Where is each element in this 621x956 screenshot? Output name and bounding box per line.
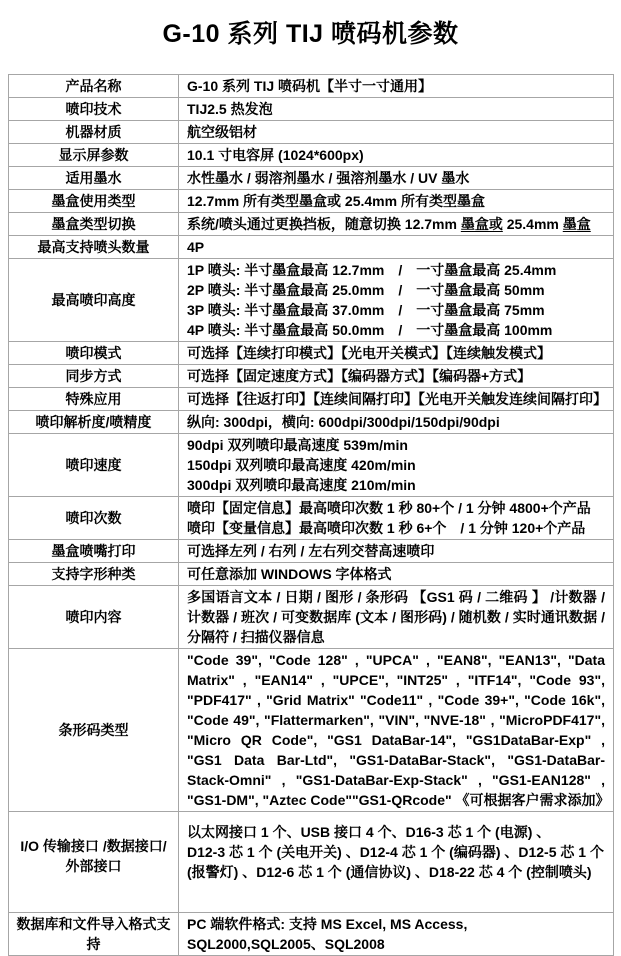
table-row [9,213,614,236]
spec-value [179,98,614,121]
spec-value [179,388,614,411]
table-row [9,434,614,497]
spec-value-line: TIJ2.5 热发泡 [187,101,273,117]
spec-value-line: 以太网接口 1 个、USB 接口 4 个、D16-3 芯 1 个 (电源) 、 [187,824,551,840]
spec-value-line: 150dpi 双列喷印最高速度 420m/min [187,457,416,473]
spec-value [179,144,614,167]
page-title: G-10 系列 TIJ 喷码机参数 [162,20,459,48]
spec-value [179,121,614,144]
spec-value-line: 4P [187,239,205,255]
spec-value-line: 可选择左列 / 右列 / 左右列交替高速喷印 [187,543,435,559]
spec-value [179,75,614,98]
spec-label: 条形码类型 [9,649,179,812]
table-row [9,586,614,649]
spec-value [179,213,614,236]
spec-value-line: 可选择【连续打印模式】【光电开关模式】【连续触发模式】 [187,345,551,361]
spec-value [179,497,614,540]
spec-value [179,342,614,365]
spec-label: 产品名称 [9,75,179,98]
spec-value-line: 1P 喷头: 半寸墨盒最高 12.7mm / 一寸墨盒最高 25.4mm [187,262,557,278]
spec-label: 适用墨水 [9,167,179,190]
spec-value-line: 喷印【固定信息】最高喷印次数 1 秒 80+个 / 1 分钟 4800+个产品 [187,500,591,516]
spec-value-line: 300dpi 双列喷印最高速度 210m/min [187,477,416,493]
spec-label: 最高支持喷头数量 [9,236,179,259]
table-row [9,388,614,411]
spec-label: 墨盒使用类型 [9,190,179,213]
table-row [9,540,614,563]
spec-table-body [9,75,614,956]
table-row [9,812,614,913]
table-row [9,75,614,98]
table-row [9,236,614,259]
spec-value-line: 可任意添加 WINDOWS 字体格式 [187,566,392,582]
spec-value [179,411,614,434]
spec-label: 机器材质 [9,121,179,144]
spec-label: 墨盒喷嘴打印 [9,540,179,563]
spec-value-line: 12.7mm 所有类型墨盒或 25.4mm 所有类型墨盒 [187,193,485,209]
spec-value [179,540,614,563]
spec-table [8,74,614,956]
spec-label: 墨盒类型切换 [9,213,179,236]
spec-value [179,365,614,388]
spec-value [179,649,614,812]
spec-value [179,190,614,213]
spec-value-line: "Code 39", "Code 128" , "UPCA" , "EAN8", "EAN13", "Data Matrix" , "EAN14" , "UPCE", "INT25" , "ITF14", "Code 93", "PDF417" , "Grid Matrix" "Code11" , "Code 39+", "Code 16k", "Code 49", "Flattermarken", "VIN", "NVE-18" , "MicroPDF417", "Micro QR Code", "GS1 DataBar-14", "GS1DataBar-Exp" , "GS1 Data Bar-Ltd", "GS1-DataBar-Stack", "GS1-DataBar-Stack-Omni" , "GS1-DataBar-Exp-Stack" , "GS1-EAN128" , "GS1-DM", "Aztec Code""GS1-QRcode" 《可根据客户需求添加》 [187,652,610,808]
table-row [9,98,614,121]
spec-value-line: 纵向: 300dpi，横向: 600dpi/300dpi/150dpi/90dpi [187,414,500,430]
spec-value [179,913,614,956]
spec-label: 喷印速度 [9,434,179,497]
spec-label: 喷印模式 [9,342,179,365]
spec-value-line: 4P 喷头: 半寸墨盒最高 50.0mm / 一寸墨盒最高 100mm [187,322,553,338]
table-row [9,259,614,342]
spec-value-line: 喷印【变量信息】最高喷印次数 1 秒 6+个 / 1 分钟 120+个产品 [187,520,586,536]
table-row [9,144,614,167]
spec-label: I/O 传输接口 /数据接口/外部接口 [9,812,179,913]
spec-value-line: 可选择【固定速度方式】【编码器方式】【编码器+方式】 [187,368,532,384]
spec-value [179,563,614,586]
spec-label: 喷印次数 [9,497,179,540]
spec-value [179,434,614,497]
table-row [9,411,614,434]
table-row [9,497,614,540]
table-row [9,649,614,812]
spec-value-line: 多国语言文本 / 日期 / 图形 / 条形码 【GS1 码 / 二维码 】 /计数器 / 计数器 / 班次 / 可变数据库 (文本 / 图形码) / 随机数 / 实时通讯数据 / 分隔符 / 扫描仪器信息 [187,589,605,645]
spec-value-line: 航空级铝材 [187,124,257,140]
table-row [9,913,614,956]
spec-value [179,812,614,913]
spec-value-line: D12-3 芯 1 个 (关电开关) 、D12-4 芯 1 个 (编码器) 、D12-5 芯 1 个 (报警灯) 、D12-6 芯 1 个 (通信协议) 、D18-22 芯 4 个 (控制喷头) [187,844,604,880]
table-row [9,342,614,365]
table-row [9,365,614,388]
table-row [9,563,614,586]
spec-value-line: 90dpi 双列喷印最高速度 539m/min [187,437,408,453]
spec-label: 喷印内容 [9,586,179,649]
table-row [9,190,614,213]
spec-label: 显示屏参数 [9,144,179,167]
spec-label: 特殊应用 [9,388,179,411]
spec-value-line: 可选择【往返打印】【连续间隔打印】【光电开关触发连续间隔打印】 [187,391,607,407]
table-row [9,121,614,144]
spec-label: 喷印解析度/喷精度 [9,411,179,434]
spec-label: 数据库和文件导入格式支持 [9,913,179,956]
spec-value [179,259,614,342]
spec-label: 喷印技术 [9,98,179,121]
spec-value [179,236,614,259]
spec-value-line: 系统/喷头通过更换挡板，随意切换 12.7mm 墨盒或 25.4mm 墨盒 [187,216,591,232]
spec-value-line: 10.1 寸电容屏 (1024*600px) [187,147,364,163]
spec-value-line: G-10 系列 TIJ 喷码机【半寸一寸通用】 [187,78,433,94]
spec-label: 同步方式 [9,365,179,388]
spec-label: 支持字形种类 [9,563,179,586]
spec-value-line: 2P 喷头: 半寸墨盒最高 25.0mm / 一寸墨盒最高 50mm [187,282,545,298]
spec-value-line: 3P 喷头: 半寸墨盒最高 37.0mm / 一寸墨盒最高 75mm [187,302,545,318]
spec-value [179,586,614,649]
spec-value-line: 水性墨水 / 弱溶剂墨水 / 强溶剂墨水 / UV 墨水 [187,170,470,186]
spec-value-line: PC 端软件格式: 支持 MS Excel, MS Access, SQL2000,SQL2005、SQL2008 [187,916,468,952]
spec-value [179,167,614,190]
table-row [9,167,614,190]
spec-label: 最高喷印高度 [9,259,179,342]
